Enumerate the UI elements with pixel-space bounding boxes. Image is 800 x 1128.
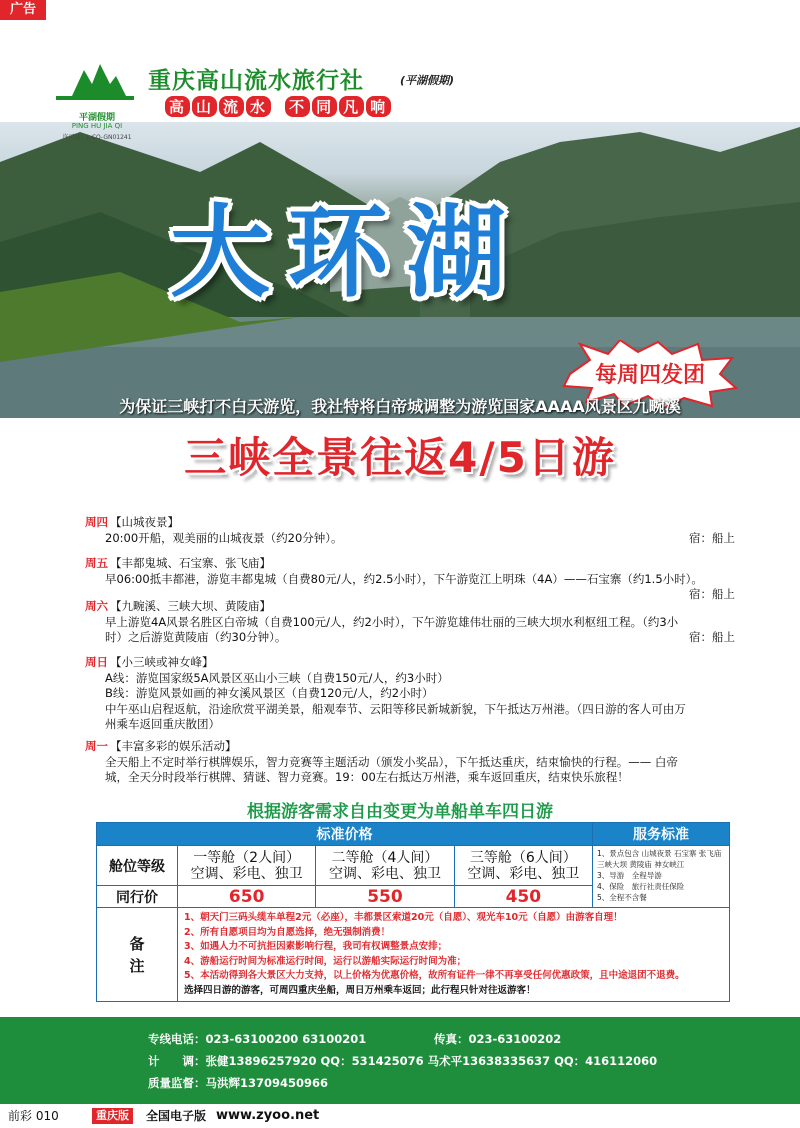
logo-name: 平湖假期	[78, 113, 115, 123]
price-value: 450	[454, 886, 592, 908]
price-table	[96, 822, 730, 1002]
logo-pinyin: PING HU JIA QI	[71, 122, 123, 130]
cabin-cell	[316, 846, 454, 886]
table-heading: 根据游客需求自由变更为单船单车四日游	[247, 802, 553, 822]
slogan-char: 凡	[339, 96, 364, 117]
hero-title: 大环湖	[170, 194, 524, 311]
day-lodging: 宿：船上	[689, 530, 735, 545]
weekly-departure-badge: 每周四发团	[594, 363, 705, 388]
itinerary-day	[85, 515, 735, 546]
bottom-bar	[0, 1104, 800, 1128]
day-title: 【丰都鬼城、石宝寨、张飞庙】	[110, 556, 271, 570]
day-label: 周四	[85, 515, 108, 529]
slogan-char: 同	[312, 96, 337, 117]
hero-caption: 为保证三峡打不白天游览，我社特将白帝城调整为游览国家AAAA风景区九畹溪	[119, 397, 681, 416]
day-line: 早06:00抵丰都港，游览丰都鬼城（自费80元/人，约2.5小时），下午游览江上明珠（4A）——石宝寨（约1.5小时）。	[105, 571, 703, 586]
day-label: 周日	[85, 655, 108, 669]
website-link[interactable]: www.zyoo.net	[216, 1108, 320, 1123]
contact-footer	[0, 1017, 800, 1102]
fax-number: 023-63100202	[468, 1032, 562, 1046]
day-line: A线：游览国家级5A风景区巫山小三峡（自费150元/人，约3小时）	[105, 670, 449, 685]
note-item: 4、游船运行时间为标准运行时间，运行以游船实际运行时间为准；	[184, 955, 467, 967]
quality-contact: 马洪辉13709450966	[205, 1076, 329, 1090]
itinerary-day	[85, 599, 735, 646]
day-line: 时）之后游览黄陵庙（约30分钟）。	[105, 630, 287, 644]
day-title: 【丰富多彩的娱乐活动】	[110, 739, 237, 753]
day-title: 【山城夜景】	[110, 515, 179, 529]
day-line: 州乘车返回重庆散团）	[105, 717, 220, 731]
hotline-number: 023-63100200 63100201	[205, 1032, 367, 1046]
slogan-char: 水	[246, 96, 271, 117]
license-number: 许可证：L-CQ-GN01241	[62, 134, 132, 141]
price-value: 550	[316, 886, 454, 908]
day-lodging: 宿：船上	[689, 630, 735, 644]
price-value: 650	[178, 886, 316, 908]
service-header: 服务标准	[593, 823, 730, 846]
itinerary-day	[85, 556, 735, 602]
slogan-char: 山	[192, 96, 217, 117]
ad-tag: 广告	[0, 0, 46, 20]
price-label: 同行价	[97, 886, 178, 908]
page-number: 前彩 010	[8, 1109, 59, 1123]
cabin-cell	[454, 846, 592, 886]
cabin-name: 一等舱（2人间）	[193, 849, 301, 866]
slogan-char: 高	[165, 96, 190, 117]
service-item: 三峡大坝 黄陵庙 神女峡江	[597, 860, 685, 869]
day-label: 周五	[85, 556, 108, 570]
hotline-label: 专线电话：	[148, 1032, 206, 1046]
notes-label	[97, 908, 178, 1002]
cabin-amenities: 空调、彩电、独卫	[467, 865, 580, 882]
main-title: 三峡全景往返4/5日游	[184, 433, 616, 482]
edition-badge: 重庆版	[92, 1108, 133, 1124]
slogan-char: 不	[285, 96, 310, 117]
day-line: 早上游览4A风景名胜区白帝城（自费100元/人，约2小时），下午游览雄伟壮丽的三峡大坝水利枢纽工程。（约3小	[105, 614, 679, 629]
agency-name: 重庆高山流水旅行社	[148, 68, 364, 94]
notes-list	[178, 908, 730, 1002]
planner-contacts: 张健13896257920 QQ：531425076 马术平13638335637 QQ：416112060	[205, 1054, 658, 1068]
day-label: 周六	[85, 599, 108, 613]
notes-label-text: 备注	[129, 934, 145, 975]
cabin-cell	[178, 846, 316, 886]
mountain-logo-icon	[52, 50, 138, 112]
cabin-amenities: 空调、彩电、独卫	[190, 865, 303, 882]
note-item: 5、本活动得到各大景区大力支持，以上价格为优惠价格，故所有证件一律不再享受任何优惠政策，且中途退团不退费。	[184, 970, 685, 981]
note-item: 3、如遇人力不可抗拒因素影响行程，我司有权调整景点安排；	[184, 941, 448, 952]
day-label: 周一	[85, 739, 108, 753]
planner-label: 计 调：	[148, 1054, 206, 1068]
note-item: 1、朝天门三码头缆车单程2元（必座），丰都景区索道20元（自愿）、观光车10元（自愿）由游客自理！	[184, 912, 623, 923]
fax-label: 传真：	[434, 1032, 469, 1046]
itinerary-day	[85, 739, 735, 786]
day-line: 20:00开船，观美丽的山城夜景（约20分钟）。	[105, 530, 343, 545]
slogan-char: 流	[219, 96, 244, 117]
cabin-name: 二等舱（4人间）	[331, 849, 439, 866]
edition-label: 全国电子版	[146, 1109, 207, 1123]
slogan-char: 响	[366, 96, 391, 117]
grade-label: 舱位等级	[97, 846, 178, 886]
day-line: 全天船上不定时举行棋牌娱乐，智力竞赛等主题活动（颁发小奖品），下午抵达重庆，结束愉快的行程。—— 白帝	[105, 754, 678, 769]
hero-banner	[0, 22, 800, 418]
service-item: 5、全程不含餐	[597, 893, 647, 902]
cabin-amenities: 空调、彩电、独卫	[328, 865, 441, 882]
day-line: B线：游览风景如画的神女溪风景区（自费120元/人，约2小时）	[105, 686, 434, 700]
note-item: 选择四日游的游客，可周四重庆坐船，周日万州乘车返回；此行程只针对往返游客！	[184, 984, 536, 996]
price-header: 标准价格	[97, 823, 593, 846]
note-item: 2、所有自愿项目均为自愿选择，绝无强制消费！	[184, 926, 391, 938]
cabin-name: 三等舱（6人间）	[469, 849, 577, 866]
service-item: 3、导游 全程导游	[597, 871, 662, 880]
day-title: 【九畹溪、三峡大坝、黄陵庙】	[110, 599, 271, 613]
day-line: 城，全天分时段举行棋牌、猜谜、智力竞赛。19：00左右抵达万州港，乘车返回重庆，结束快乐旅程！	[105, 770, 629, 784]
agency-subtitle: (平湖假期)	[400, 74, 455, 87]
quality-label: 质量监督：	[148, 1076, 206, 1090]
day-lodging: 宿：船上	[689, 587, 735, 601]
service-item: 1、景点包含 山城夜景 石宝寨 张飞庙	[597, 849, 722, 858]
agency-slogan	[165, 96, 393, 117]
day-line: 中午巫山启程返航，沿途欣赏平湖美景，船观奉节、云阳等移民新城新貌，下午抵达万州港。（四日游的客人可由万	[105, 701, 686, 716]
day-title: 【小三峡或神女峰】	[110, 655, 214, 669]
service-item: 4、保险 旅行社责任保险	[597, 882, 685, 891]
service-list	[593, 846, 730, 908]
itinerary-day	[85, 655, 735, 733]
